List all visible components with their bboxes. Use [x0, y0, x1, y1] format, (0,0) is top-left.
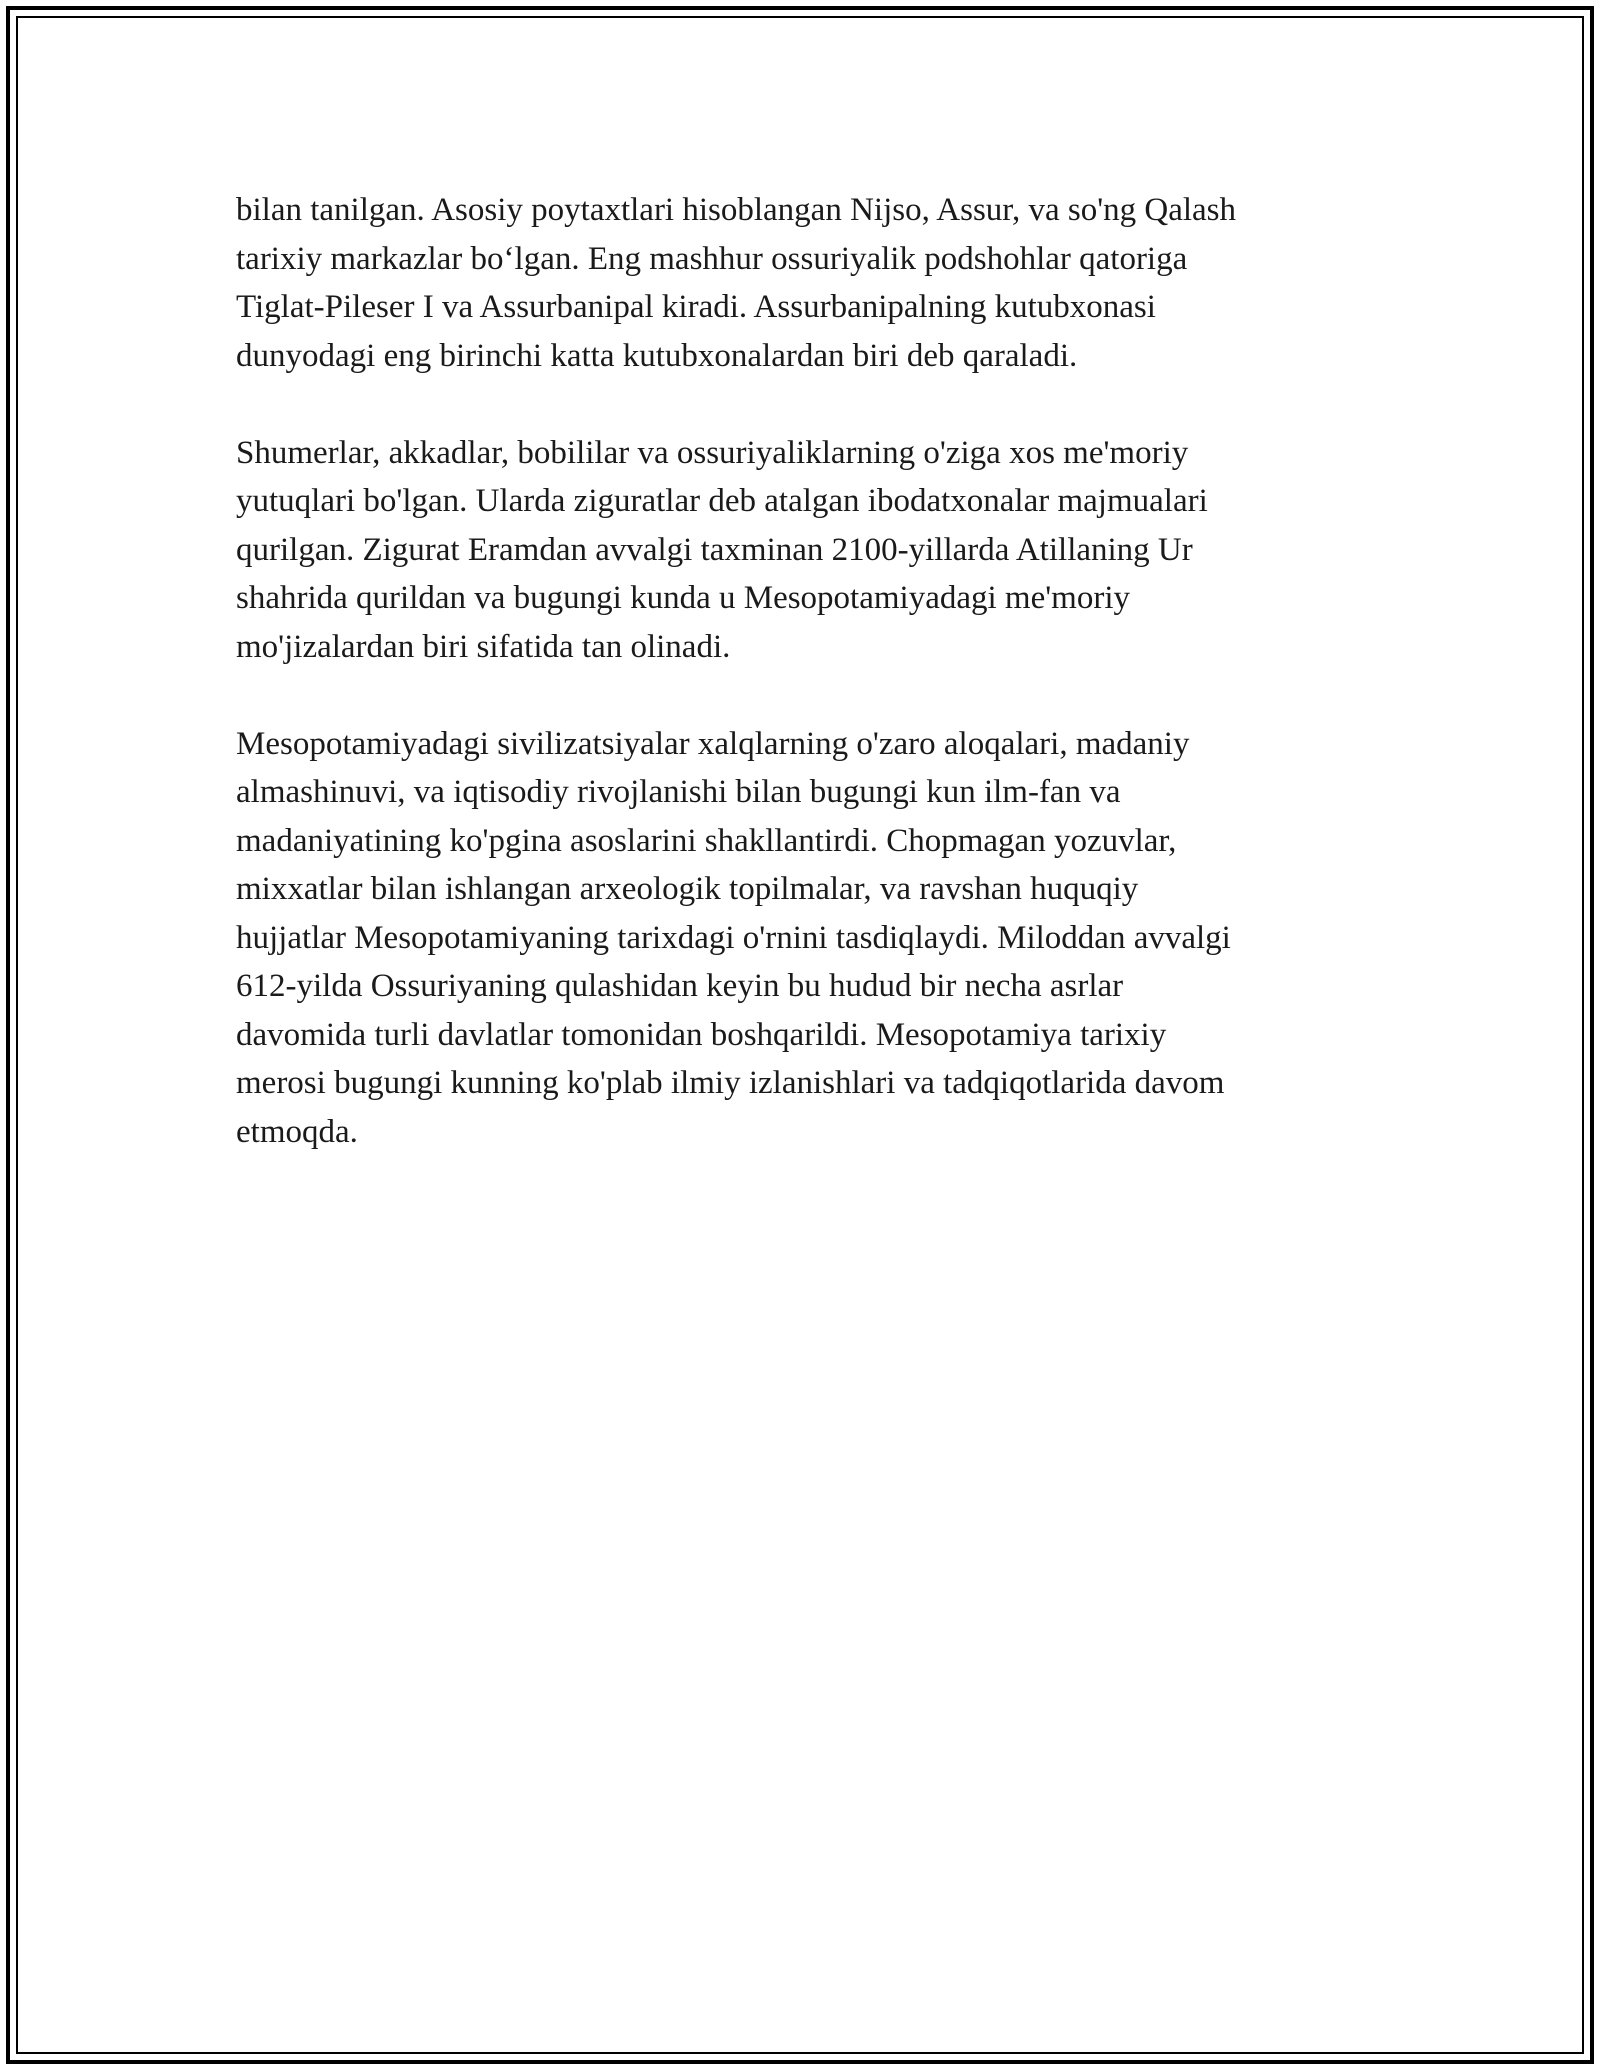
document-body [236, 186, 1386, 1205]
paragraph-architecture-ziggurats: Shumerlar, akkadlar, bobililar va ossuriyaliklarning o'ziga xos me'moriy yutuqlari bo'lgan. Ularda ziguratlar deb atalgan ibodatxonalar majmualari qurilgan. Zigurat Eramdan avvalgi taxminan 2100-yillarda Atillaning Ur shahrida qurildan va bugungi kunda u Mesopotamiyadagi me'moriy mo'jizalardan biri sifatida tan olinadi. [236, 434, 1208, 665]
paragraph-mesopotamia-legacy: Mesopotamiyadagi sivilizatsiyalar xalqlarning o'zaro aloqalari, madaniy almashinuvi, va iqtisodiy rivojlanishi bilan bugungi kun ilm-fan va madaniyatining ko'pgina asoslarini shakllantirdi. Chopmagan yozuvlar, mixxatlar bilan ishlangan arxeologik topilmalar, va ravshan huquqiy hujjatlar Mesopotamiyaning tarixdagi o'rnini tasdiqlaydi. Miloddan avvalgi 612-yilda Ossuriyaning qulashidan keyin bu hudud bir necha asrlar davomida turli davlatlar tomonidan boshqarildi. Mesopotamiya tarixiy merosi bugungi kunning ko'plab ilmiy izlanishlari va tadqiqotlarida davom etmoqda. [236, 725, 1231, 1150]
paragraph-assyria-capitals: bilan tanilgan. Asosiy poytaxtlari hisoblangan Nijso, Assur, va so'ng Qalash tarixiy markazlar bo‘lgan. Eng mashhur ossuriyalik podshohlar qatoriga Tiglat-Pileser I va Assurbanipal kiradi. Assurbanipalning kutubxonasi dunyodagi eng birinchi katta kutubxonalardan biri deb qaraladi. [236, 192, 1237, 374]
